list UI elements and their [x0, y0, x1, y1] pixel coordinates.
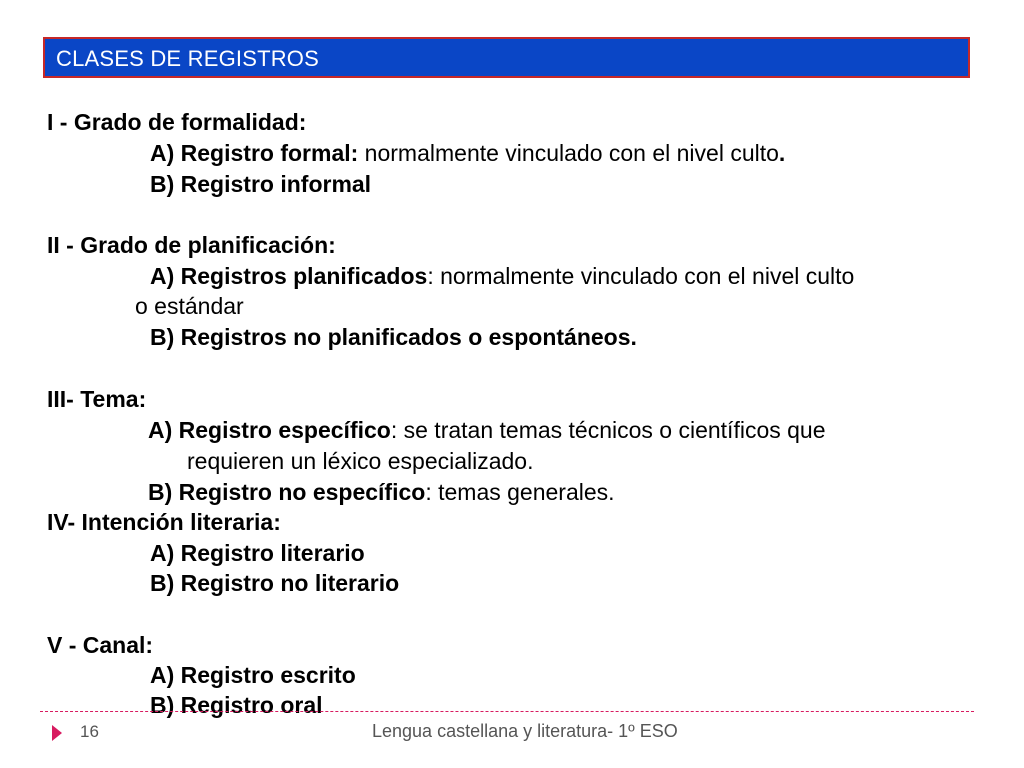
section-5-heading: V - Canal: [47, 632, 154, 658]
section-2-item-a-desc: : normalmente vinculado con el nivel culto [427, 263, 855, 289]
section-2-item-a-label: A) Registros planificados [150, 263, 428, 289]
footer-course: Lengua castellana y literatura- 1º ESO [372, 721, 678, 741]
section-4-item-b: B) Registro no literario [150, 570, 400, 596]
section-3-item-b-desc: : temas generales. [425, 479, 615, 505]
section-5-item-a: A) Registro escrito [150, 662, 356, 688]
section-1-item-a-desc: normalmente vinculado con el nivel culto [358, 140, 779, 166]
page-number: 16 [80, 722, 99, 741]
section-1-item-b: B) Registro informal [150, 171, 372, 197]
section-1-heading: I - Grado de formalidad: [47, 109, 307, 135]
slide-title: CLASES DE REGISTROS [56, 46, 319, 71]
section-3-item-a [148, 416, 826, 444]
section-3-item-b [148, 478, 615, 506]
section-4-heading: IV- Intención literaria: [47, 509, 281, 535]
section-4-item-a: A) Registro literario [150, 540, 365, 566]
section-3-item-a-continuation: requieren un léxico especializado. [187, 448, 534, 474]
section-2-item-b: B) Registros no planificados o espontáneos. [150, 324, 637, 350]
section-3-item-b-label: B) Registro no específico [148, 479, 426, 505]
slide-title-bar [43, 37, 970, 78]
section-2-item-a-continuation: o estándar [135, 293, 244, 319]
section-1-item-a [150, 139, 785, 167]
play-arrow-icon [52, 725, 62, 741]
section-3-item-a-desc: : se tratan temas técnicos o científicos que [390, 417, 826, 443]
section-3-heading: III- Tema: [47, 386, 147, 412]
section-2-item-a [150, 262, 854, 290]
section-3-item-a-label: A) Registro específico [148, 417, 391, 443]
section-2-heading: II - Grado de planificación: [47, 232, 336, 258]
footer-divider [40, 711, 974, 712]
section-1-item-a-end: . [778, 140, 786, 166]
section-5-item-b: B) Registro oral [150, 692, 323, 718]
section-1-item-a-label: A) Registro formal: [150, 140, 359, 166]
